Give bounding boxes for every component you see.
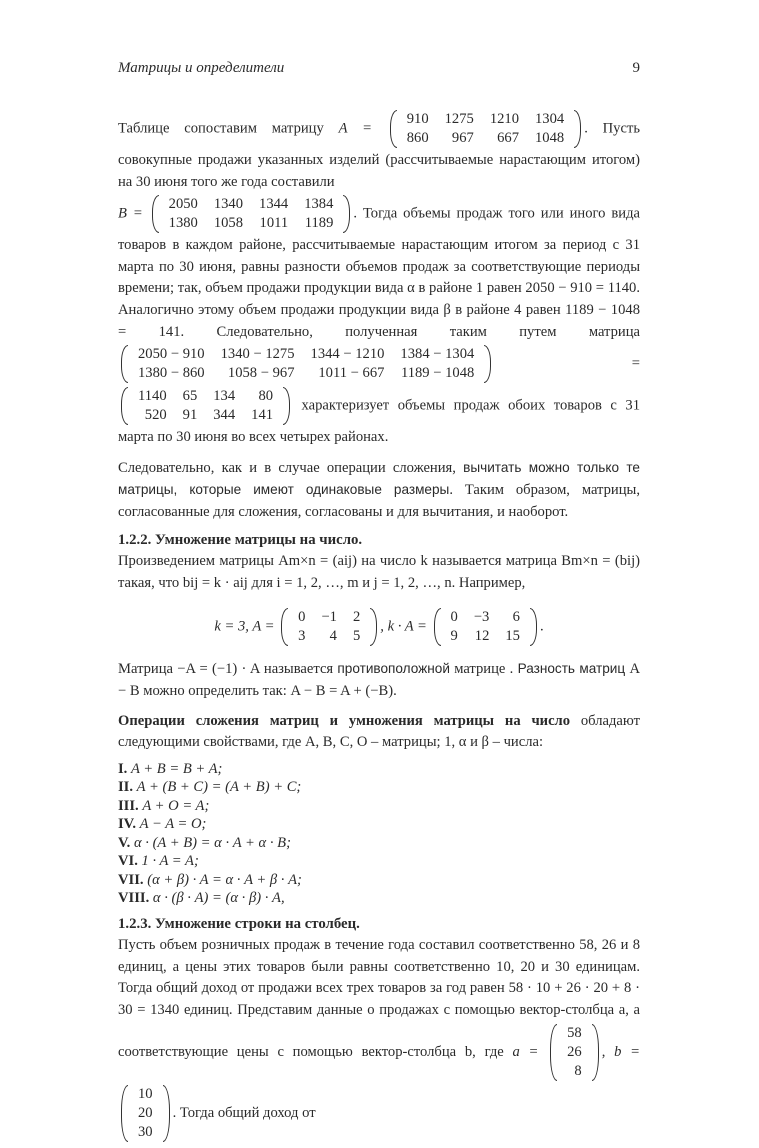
matrix-cell: 80 [258, 388, 274, 405]
matrix-cell: 1380 − 860 [138, 365, 205, 382]
matrix-row [290, 627, 368, 646]
matrix-row [130, 1085, 161, 1104]
paragraph-opposite-matrix [118, 658, 640, 702]
matrix-row [130, 1104, 161, 1123]
matrix-cell: 91 [182, 407, 198, 424]
matrix-cell: 15 [505, 628, 520, 645]
text: . Таким образом, матрицы, согласованные для сложения, согласованы и для вычитания, и наоборот. [118, 482, 640, 520]
equation: , k · A = [380, 618, 431, 635]
matrix-cell: 1275 [444, 111, 474, 127]
text: характеризует объемы продаж обоих товаров с 31 марта по 30 июня во всех четырех районах. [118, 397, 640, 446]
matrix-b [152, 195, 351, 233]
matrix-cell: 1304 [535, 111, 565, 127]
matrix-cell: 1189 [304, 215, 334, 232]
matrix-cell: 1011 [259, 215, 289, 232]
matrix-row [161, 214, 342, 233]
text: . Тогда объемы продаж того или иного вида товаров в каждом районе, рассчитываемые нарастающим итогом за период с 31 марта по 30 июня, равны разности объемов продаж за соответствующие периоды времени; так, объем продажи продукции вида α в районе 1 равен 2050 − 910 = 1140. Аналогично этому объем продажи продукции вида β в районе 4 равен 1189 − 1048 = 141. Следовательно, полученная таким путем матрица [118, 205, 640, 340]
matrix-example-ka [434, 608, 537, 646]
matrix-cell: 3 [298, 628, 306, 645]
matrix-cell: 8 [574, 1062, 582, 1079]
matrix-cell: 65 [182, 388, 198, 405]
matrix-row [161, 195, 342, 214]
list-item: VII. (α + β) · A = α · A + β · A; [118, 871, 302, 888]
matrix-cell: 1058 − 967 [227, 365, 295, 382]
text: . [539, 618, 544, 635]
section-heading-1-2-2: 1.2.2. Умножение матрицы на число. [118, 531, 363, 548]
text: Следовательно, как и в случае операции сложения, [118, 459, 464, 476]
matrix-cell: 1340 [213, 196, 244, 213]
matrix-cell: 1011 − 667 [318, 365, 385, 382]
text: Пусть объем розничных продаж в течение года составил соответственно 58, 26 и 8 единиц, а цены этих товаров были равны соответственно 10, 20 и 30 единицам. Тогда общий доход от продажи всех трех товаров за год равен 58 · 10 + 26 · 20 + 8 · 30 = 1340 единиц. Представим данные о продажах с помощью вектор-столбца a, а соответствующие цены с помощью вектор-столбца b, где [118, 937, 640, 1060]
text: Таблице сопоставим матрицу [118, 120, 339, 137]
paragraph-row-column [118, 935, 640, 1143]
equation: A = [338, 120, 387, 137]
list-item: VI. 1 · A = A; [118, 853, 199, 870]
text: , [601, 1043, 615, 1060]
emphasis: Разность матриц [517, 661, 626, 677]
matrix-row [399, 110, 572, 129]
matrix-cell: 1344 [259, 196, 289, 213]
page-number: 9 [632, 60, 640, 76]
matrix-row [130, 1123, 161, 1142]
matrix-cell: 520 [144, 407, 167, 424]
matrix-table [130, 387, 281, 425]
matrix-cell: 667 [497, 130, 519, 146]
paragraph-sales-matrices [118, 108, 640, 449]
emphasis: противоположной [337, 661, 450, 677]
matrix-cell: 1048 [535, 130, 565, 146]
matrix-cell: 5 [352, 628, 361, 645]
matrix-table [130, 1085, 161, 1142]
page-body [118, 108, 640, 1148]
properties-list [118, 760, 640, 908]
matrix-row [399, 129, 572, 148]
matrix-row [130, 364, 482, 383]
matrix-cell: 1384 [304, 196, 334, 213]
matrix-example-a [281, 608, 377, 646]
matrix-cell: 134 [213, 388, 236, 405]
matrix-cell: 1384 − 1304 [400, 346, 475, 363]
matrix-result [121, 387, 290, 425]
matrix-table [290, 608, 368, 646]
list-item: III. A + O = A; [118, 797, 210, 814]
text: A − B можно определить так: A − B = A + (−B). [118, 661, 640, 699]
matrix-cell: 0 [450, 609, 458, 626]
equation: B = [118, 205, 149, 222]
equation: a = [512, 1043, 548, 1060]
matrix-row [559, 1024, 590, 1043]
matrix-cell: 26 [567, 1043, 582, 1060]
matrix-cell: 1210 [489, 111, 519, 127]
matrix-row [443, 608, 528, 627]
matrix-difference [121, 345, 491, 383]
text: . Пусть совокупные продажи указанных изделий (рассчитываемые нарастающим итогом) на 30 июня того же года составили [118, 120, 640, 190]
matrix-row [130, 406, 281, 425]
running-header [118, 60, 640, 77]
paragraph-subtraction [118, 457, 640, 524]
list-item: II. A + (B + C) = (A + B) + C; [118, 779, 302, 796]
matrix-table [161, 195, 342, 233]
matrix-cell: 4 [329, 628, 337, 645]
matrix-cell: 12 [474, 628, 490, 645]
list-item: VIII. α · (β · A) = (α · β) · A, [118, 890, 285, 907]
matrix-table [399, 110, 572, 148]
matrix-cell: 9 [450, 628, 458, 645]
matrix-cell: 30 [138, 1123, 153, 1140]
matrix-cell: 1189 − 1048 [400, 365, 475, 382]
matrix-row [443, 627, 528, 646]
matrix-row [290, 608, 368, 627]
chapter-title: Матрицы и определители [118, 60, 285, 76]
text: обладают следующими свойствами, где A, B, C, O – матрицы; 1, α и β – числа: [118, 712, 640, 751]
vector-b [121, 1085, 170, 1142]
text: Матрица −A = (−1) · A называется [118, 661, 338, 678]
matrix-table [559, 1024, 590, 1081]
matrix-cell: 2050 − 910 [138, 346, 205, 363]
matrix-row [559, 1043, 590, 1062]
matrix-table [443, 608, 528, 646]
matrix-table [130, 345, 482, 383]
matrix-cell: 0 [298, 609, 306, 626]
matrix-cell: 58 [567, 1024, 582, 1041]
matrix-cell: 967 [451, 130, 474, 146]
text: матрице . [449, 661, 518, 678]
matrix-a [390, 110, 581, 148]
matrix-row [130, 387, 281, 406]
example-equation [118, 606, 640, 648]
equation: k = 3, A = [214, 618, 279, 635]
vector-a [550, 1024, 599, 1081]
bold-text: Операции сложения матриц и умножения матрицы на число [118, 712, 571, 729]
paragraph-properties-intro [118, 711, 640, 754]
matrix-cell: 1340 − 1275 [220, 346, 295, 363]
matrix-cell: 20 [138, 1104, 153, 1121]
matrix-cell: 1140 [138, 388, 167, 405]
matrix-cell: −1 [321, 609, 337, 626]
matrix-cell: 6 [512, 609, 520, 626]
matrix-cell: 1344 − 1210 [310, 346, 385, 363]
matrix-cell: 1058 [213, 215, 244, 232]
matrix-cell: 2 [352, 609, 361, 626]
emphasis: вычитать можно только те матрицы, которые имеют одинаковые размеры [118, 459, 640, 498]
equation: b = [614, 1043, 640, 1060]
matrix-cell: 141 [251, 407, 274, 424]
matrix-row [559, 1062, 590, 1081]
section-heading-1-2-3: 1.2.3. Умножение строки на столбец. [118, 915, 360, 932]
matrix-cell: 10 [138, 1085, 153, 1102]
matrix-cell: 860 [406, 130, 429, 146]
matrix-row [130, 345, 482, 364]
text: . Тогда общий доход от [172, 1104, 316, 1121]
matrix-cell: −3 [473, 609, 490, 626]
list-item: V. α · (A + B) = α · A + α · B; [118, 834, 291, 851]
list-item: I. A + B = B + A; [118, 760, 223, 777]
matrix-cell: 344 [213, 407, 236, 424]
matrix-cell: 1380 [168, 215, 198, 232]
paragraph-scalar-multiplication: Произведением матрицы Am×n = (aij) на число k называется матрица Bm×n = (bij) такая, что bij = k · aij для i = 1, 2, …, m и j = 1, 2, …, n. Например, [118, 553, 640, 591]
matrix-cell: 910 [406, 111, 429, 127]
text: = [494, 355, 640, 372]
list-item: IV. A − A = O; [118, 816, 207, 833]
matrix-cell: 2050 [168, 196, 198, 213]
